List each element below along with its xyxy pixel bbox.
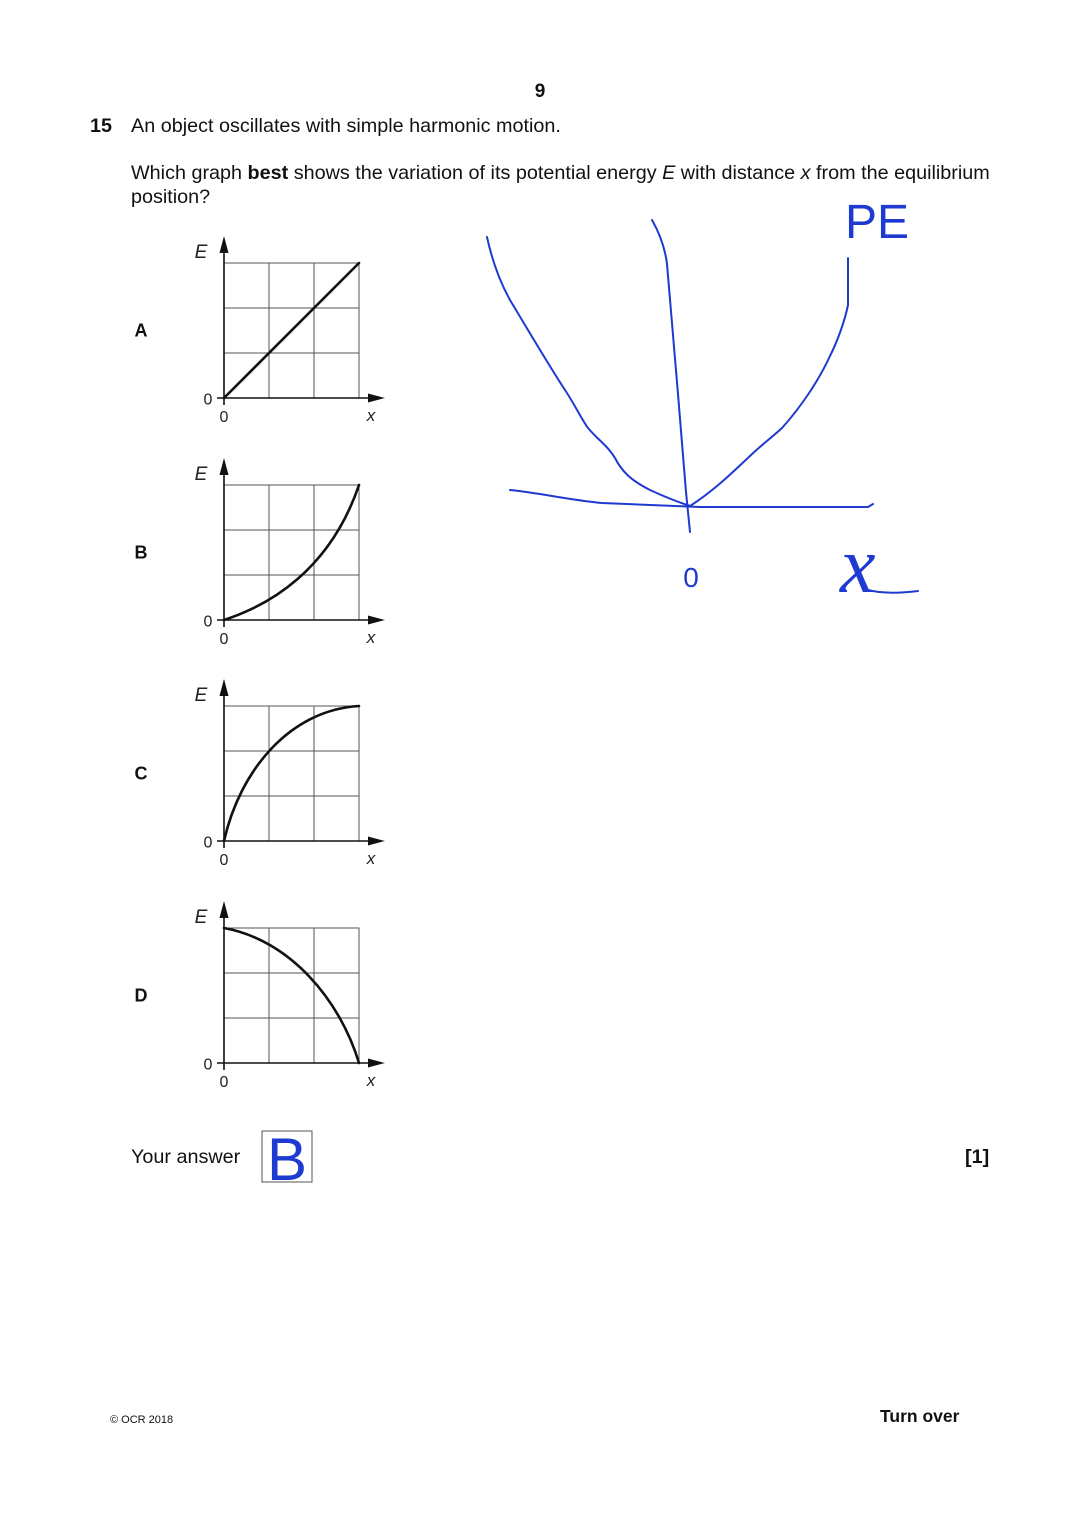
x-origin-label: 0 xyxy=(219,852,229,869)
turn-over-label: Turn over xyxy=(880,1406,960,1426)
answer-label: Your answer xyxy=(131,1146,241,1168)
energy-curve-falling xyxy=(224,928,359,1063)
x-axis-arrow-icon xyxy=(368,616,385,625)
x-axis-label: x xyxy=(366,849,376,868)
y-origin-label: 0 xyxy=(203,834,213,852)
sketch-axis-title: PE xyxy=(845,196,910,249)
copyright-notice: © OCR 2018 xyxy=(110,1414,174,1426)
y-axis-label: E xyxy=(194,907,208,928)
y-origin-label: 0 xyxy=(203,391,213,409)
prompt-text: with distance xyxy=(675,162,801,184)
x-axis-label: x xyxy=(366,628,376,647)
prompt-text: shows the variation of its potential energy xyxy=(288,162,663,184)
x-axis-arrow-icon xyxy=(368,394,385,403)
answer-value: B xyxy=(266,1126,308,1193)
marks-label: [1] xyxy=(965,1146,990,1168)
question-number: 15 xyxy=(90,115,113,137)
y-axis-arrow-icon xyxy=(220,901,229,918)
energy-symbol: E xyxy=(662,162,676,184)
energy-curve-concave-up xyxy=(224,485,359,620)
prompt-text: from the equilibrium position? xyxy=(131,162,990,208)
y-axis-label: E xyxy=(194,242,208,263)
x-axis-label: x xyxy=(366,406,376,425)
energy-curve-linear xyxy=(224,263,359,398)
energy-curve-concave-down xyxy=(224,706,359,841)
handwritten-sketch xyxy=(487,196,918,610)
x-origin-label: 0 xyxy=(219,409,229,426)
sketch-origin-label: 0 xyxy=(683,562,699,593)
x-axis-arrow-icon xyxy=(368,837,385,846)
y-axis-label: E xyxy=(194,464,208,485)
option-c xyxy=(135,679,386,869)
graph-frame xyxy=(224,706,359,841)
x-axis-label: x xyxy=(366,1071,376,1090)
option-b xyxy=(135,458,386,648)
prompt-emphasis: best xyxy=(247,162,289,184)
y-origin-label: 0 xyxy=(203,613,213,631)
graph-frame xyxy=(224,928,359,1063)
option-label: A xyxy=(134,320,148,341)
sketch-left-curve xyxy=(487,237,690,506)
sketch-vertical-axis xyxy=(652,220,690,532)
x-origin-label: 0 xyxy=(219,631,229,648)
distance-symbol: x xyxy=(800,162,811,184)
graph-frame xyxy=(224,485,359,620)
x-origin-label: 0 xyxy=(219,1074,229,1091)
question-stem: An object oscillates with simple harmonic motion. xyxy=(131,115,561,137)
option-label: C xyxy=(134,763,148,784)
sketch-distance-label: x xyxy=(840,522,876,610)
question-prompt xyxy=(131,161,1011,209)
y-axis-label: E xyxy=(194,685,208,706)
y-origin-label: 0 xyxy=(203,1056,213,1074)
option-d xyxy=(135,901,386,1091)
y-axis-arrow-icon xyxy=(220,236,229,253)
option-label: D xyxy=(134,985,148,1006)
y-axis-arrow-icon xyxy=(220,679,229,696)
sketch-right-curve xyxy=(690,258,848,506)
prompt-text: Which graph xyxy=(131,162,248,184)
option-label: B xyxy=(134,542,148,563)
option-a xyxy=(135,236,386,426)
page-number: 9 xyxy=(534,81,546,102)
x-axis-arrow-icon xyxy=(368,1059,385,1068)
y-axis-arrow-icon xyxy=(220,458,229,475)
